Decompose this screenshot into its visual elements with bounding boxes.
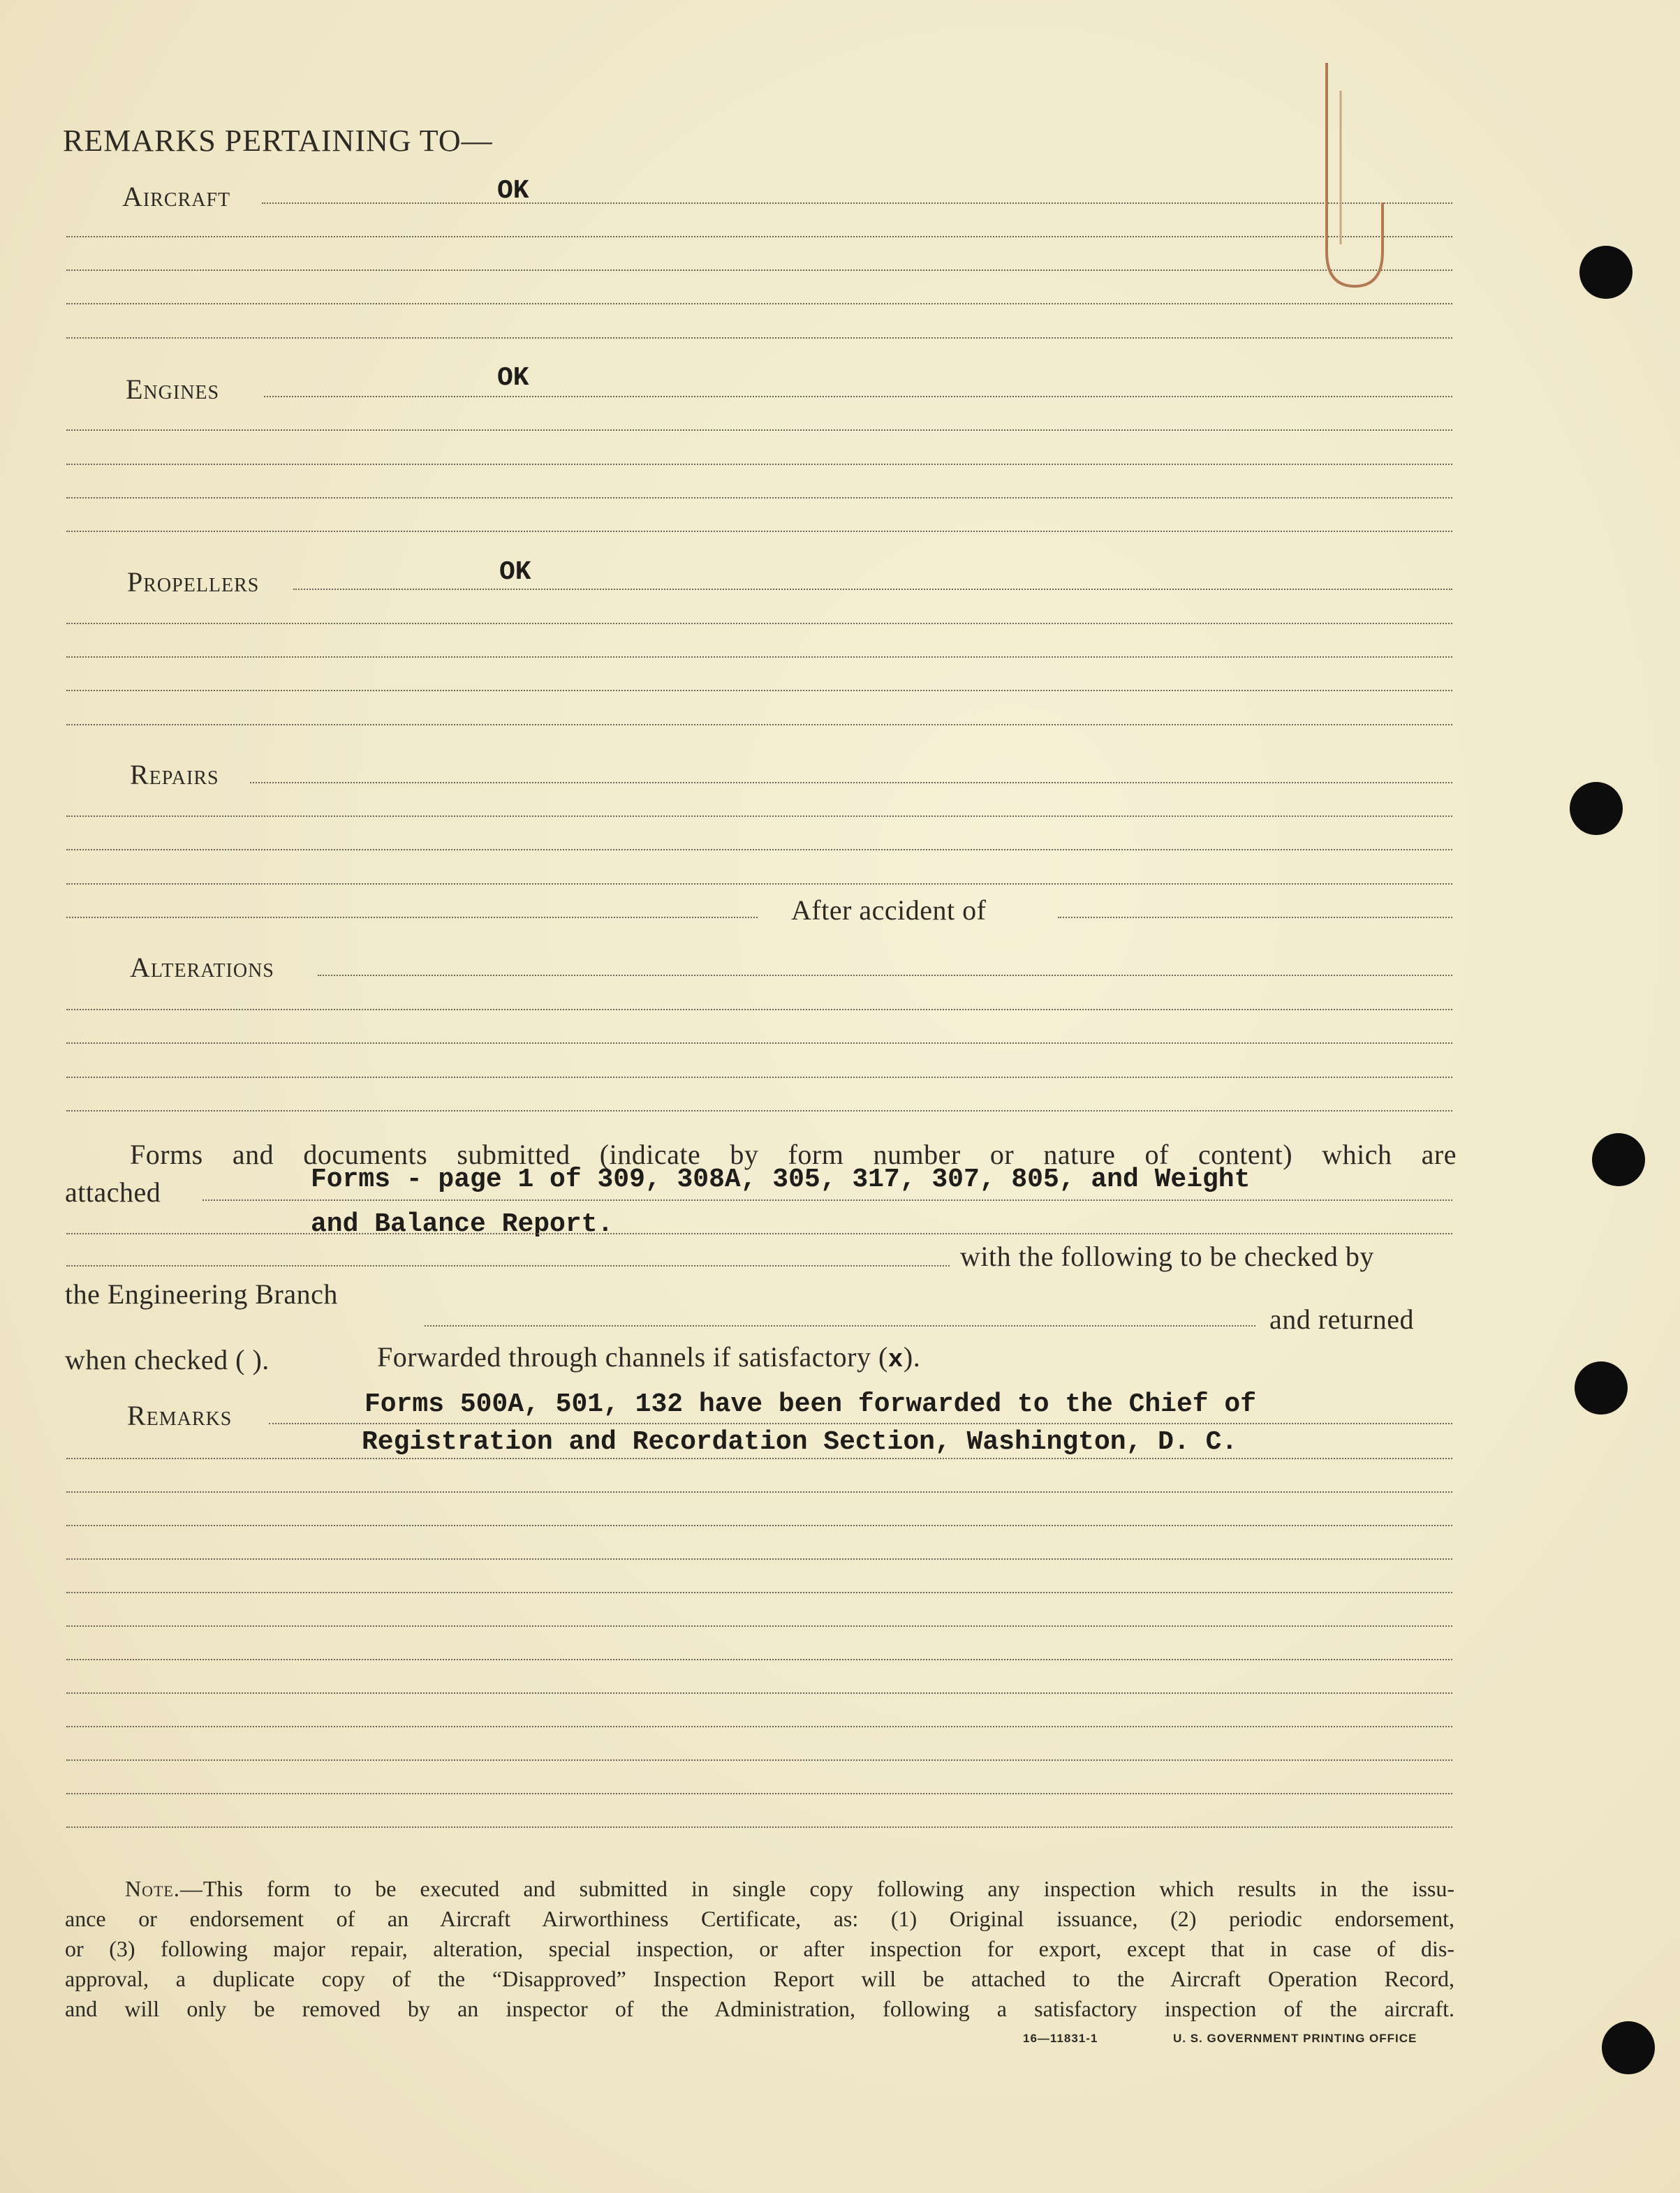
forwarded-mark: x	[887, 1345, 904, 1374]
forms-instruction: Forms and documents submitted (indicate by form number or nature of content) which are	[130, 1139, 1457, 1170]
alterations-line-2	[66, 1009, 1452, 1010]
alterations-line-1	[318, 975, 1452, 976]
engines-line-2	[66, 429, 1452, 431]
aircraft-line-5	[66, 337, 1452, 339]
remarks-line-5	[66, 1558, 1452, 1560]
attached-line-2	[66, 1233, 1452, 1234]
engines-line-5	[66, 531, 1452, 532]
alterations-label: Alterations	[130, 952, 274, 983]
remarks-value-1: Forms 500A, 501, 132 have been forwarded to the Chief of	[364, 1389, 1257, 1419]
alterations-line-4	[66, 1077, 1452, 1078]
repairs-line-5	[66, 917, 758, 918]
aircraft-line-1	[262, 202, 1452, 204]
remarks-line-3	[66, 1491, 1452, 1493]
printer-imprint: U. S. GOVERNMENT PRINTING OFFICE	[1173, 2032, 1417, 2045]
engineering-branch-line	[425, 1325, 1255, 1327]
remarks-line-7	[66, 1625, 1452, 1627]
aircraft-label: Aircraft	[122, 181, 231, 212]
alterations-line-5	[66, 1110, 1452, 1112]
remarks-line-9	[66, 1692, 1452, 1694]
remarks-line-2	[66, 1458, 1452, 1459]
engines-line-1	[264, 396, 1452, 397]
remarks-line-12	[66, 1793, 1452, 1794]
binder-hole-1	[1579, 246, 1633, 299]
paper-clip-mark	[1313, 63, 1397, 293]
forwarded-text	[377, 1341, 920, 1374]
remarks-line-1	[269, 1423, 1452, 1424]
forwarded-close: ).	[903, 1341, 921, 1373]
note-block	[65, 1874, 1454, 2024]
repairs-line-3	[66, 849, 1452, 850]
engines-line-4	[66, 497, 1452, 499]
note-line-1: Note.—This form to be executed and submitted in single copy following any inspection which results in the issu-	[125, 1876, 1454, 1901]
remarks-label: Remarks	[127, 1400, 233, 1431]
propellers-label: Propellers	[127, 566, 260, 598]
engines-label: Engines	[126, 374, 220, 405]
binder-hole-2	[1570, 782, 1623, 835]
remarks-line-13	[66, 1826, 1452, 1828]
aircraft-line-3	[66, 269, 1452, 271]
and-returned-text: and returned	[1269, 1304, 1415, 1335]
repairs-line-2	[66, 815, 1452, 817]
propellers-line-5	[66, 724, 1452, 725]
aircraft-line-4	[66, 303, 1452, 304]
page-heading: REMARKS PERTAINING TO—	[63, 124, 493, 158]
remarks-value-2: Registration and Recordation Section, Washington, D. C.	[362, 1427, 1238, 1457]
attached-value-2: and Balance Report.	[311, 1209, 614, 1239]
after-accident-line	[1058, 917, 1452, 918]
alterations-line-3	[66, 1042, 1452, 1044]
attached-value-1: Forms - page 1 of 309, 308A, 305, 317, 307, 805, and Weight	[311, 1165, 1251, 1195]
remarks-line-11	[66, 1759, 1452, 1761]
when-checked-text: when checked ( ).	[65, 1344, 270, 1375]
form-number: 16—11831-1	[1023, 2032, 1098, 2045]
binder-hole-5	[1602, 2021, 1655, 2074]
propellers-line-4	[66, 690, 1452, 691]
attached-line-1	[202, 1199, 1452, 1201]
attached-line-3	[66, 1265, 950, 1267]
remarks-line-8	[66, 1659, 1452, 1660]
note-line-4: approval, a duplicate copy of the “Disapproved” Inspection Report will be attached to the Aircraft Operation Record,	[65, 1966, 1454, 1991]
checked-by-text: with the following to be checked by	[960, 1241, 1374, 1272]
propellers-line-3	[66, 656, 1452, 658]
repairs-line-4	[66, 883, 1452, 885]
note-lead: Note.—	[125, 1876, 203, 1901]
repairs-line-1	[250, 782, 1452, 783]
attached-label: attached	[65, 1176, 161, 1208]
note-line-2: ance or endorsement of an Aircraft Airworthiness Certificate, as: (1) Original issuance, (2) periodic endorsement,	[65, 1906, 1454, 1931]
engines-line-3	[66, 464, 1452, 465]
repairs-label: Repairs	[130, 759, 219, 790]
remarks-line-4	[66, 1525, 1452, 1526]
note-line-5: and will only be removed by an inspector of the Administration, following a satisfactory inspection of the aircraft.	[65, 1996, 1454, 2021]
engineering-branch-text: the Engineering Branch	[65, 1278, 338, 1310]
forwarded-label: Forwarded through channels if satisfactory (	[377, 1341, 888, 1373]
note-line-3: or (3) following major repair, alteration, special inspection, or after inspection for export, except that in case of dis-	[65, 1936, 1454, 1961]
binder-hole-3	[1592, 1133, 1645, 1186]
binder-hole-4	[1575, 1361, 1628, 1415]
after-accident-label: After accident of	[791, 894, 987, 926]
remarks-line-10	[66, 1726, 1452, 1727]
propellers-line-2	[66, 623, 1452, 624]
engines-value: OK	[497, 363, 529, 393]
propellers-value: OK	[499, 557, 531, 587]
propellers-line-1	[293, 589, 1452, 590]
aircraft-value: OK	[497, 176, 529, 206]
aircraft-line-2	[66, 236, 1452, 237]
remarks-line-6	[66, 1592, 1452, 1593]
